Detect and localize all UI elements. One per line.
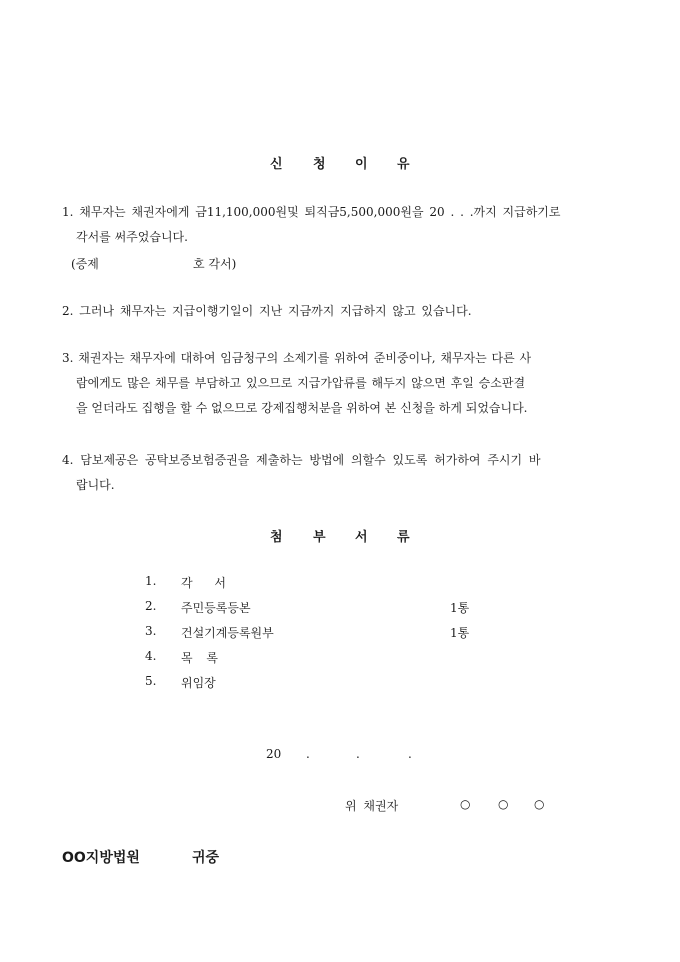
attachment-name: 각 서: [181, 576, 226, 590]
attachment-quantity: 1통: [450, 601, 470, 615]
date-dot-1: .: [306, 747, 310, 761]
date-dot-2: .: [356, 747, 360, 761]
attachments-title: [0, 526, 680, 546]
reason-item-2-line-1: 2. 그러나 채무자는 지급이행기일이 지난 지금까지 지급하지 않고 있습니다.: [62, 304, 472, 318]
attachments-title-char-3: 서: [355, 530, 368, 545]
attachments-title-char-1: 첨: [270, 530, 283, 545]
attachment-number: 2.: [145, 599, 157, 613]
signer-line: [345, 797, 545, 814]
reason-item-3-line-2: 람에게도 많은 채무를 부담하고 있으므로 지급가압류를 해두지 않으면 후일 승소판결: [76, 376, 526, 390]
attachment-name: 주민등록등본: [181, 601, 251, 615]
signer-label: 위 채권자: [345, 799, 399, 813]
court-name: OO지방법원: [62, 850, 140, 866]
title-char-4: 유: [397, 157, 410, 172]
attachment-number: 4.: [145, 649, 157, 663]
date-year: 20: [266, 747, 282, 761]
reason-item-2: [62, 299, 632, 324]
evidence-prefix: (증제: [71, 257, 99, 271]
date-dot-3: .: [408, 747, 412, 761]
attachment-quantity: 1통: [450, 626, 470, 640]
evidence-reference: [71, 255, 237, 272]
page-title: [0, 153, 680, 173]
reason-item-4-line-2: 랍니다.: [76, 478, 115, 492]
reason-item-4-line-1: 4. 담보제공은 공탁보증보험증권을 제출하는 방법에 의할수 있도록 허가하여 주시기 바: [62, 453, 541, 467]
signer-mark-3: ○: [534, 797, 545, 811]
reason-item-3-line-3: 을 얻더라도 집행을 할 수 없으므로 강제집행처분을 위하여 본 신청을 하게 되었습니다.: [76, 401, 528, 415]
reason-item-1-line-1: 1. 채무자는 채권자에게 금11,100,000원및 퇴직금5,500,000원을 20 . . .까지 지급하기로: [62, 205, 561, 219]
signer-mark-1: ○: [460, 797, 471, 811]
attachment-number: 5.: [145, 674, 157, 688]
court-addressee: [62, 847, 220, 867]
reason-item-1: [62, 200, 632, 250]
attachments-title-char-2: 부: [313, 530, 326, 545]
attachment-name: 건설기계등록원부: [181, 626, 274, 640]
court-suffix: 귀중: [192, 850, 220, 866]
reason-item-4: [62, 448, 632, 498]
reason-item-1-line-2: 각서를 써주었습니다.: [76, 230, 188, 244]
filing-date: [266, 747, 412, 761]
attachment-name: 위임장: [181, 676, 216, 690]
reason-item-3-line-1: 3. 채권자는 채무자에 대하여 임금청구의 소제기를 위하여 준비중이나, 채무자는 다른 사: [62, 351, 532, 365]
title-char-1: 신: [270, 157, 283, 172]
reason-item-3: [62, 346, 632, 421]
title-char-2: 청: [313, 157, 326, 172]
title-char-3: 이: [355, 157, 368, 172]
evidence-suffix: 호 각서): [193, 257, 237, 271]
attachment-number: 3.: [145, 624, 157, 638]
attachments-title-char-4: 류: [397, 530, 410, 545]
attachment-name: 목 록: [181, 651, 218, 665]
attachment-number: 1.: [145, 574, 157, 588]
signer-mark-2: ○: [498, 797, 509, 811]
